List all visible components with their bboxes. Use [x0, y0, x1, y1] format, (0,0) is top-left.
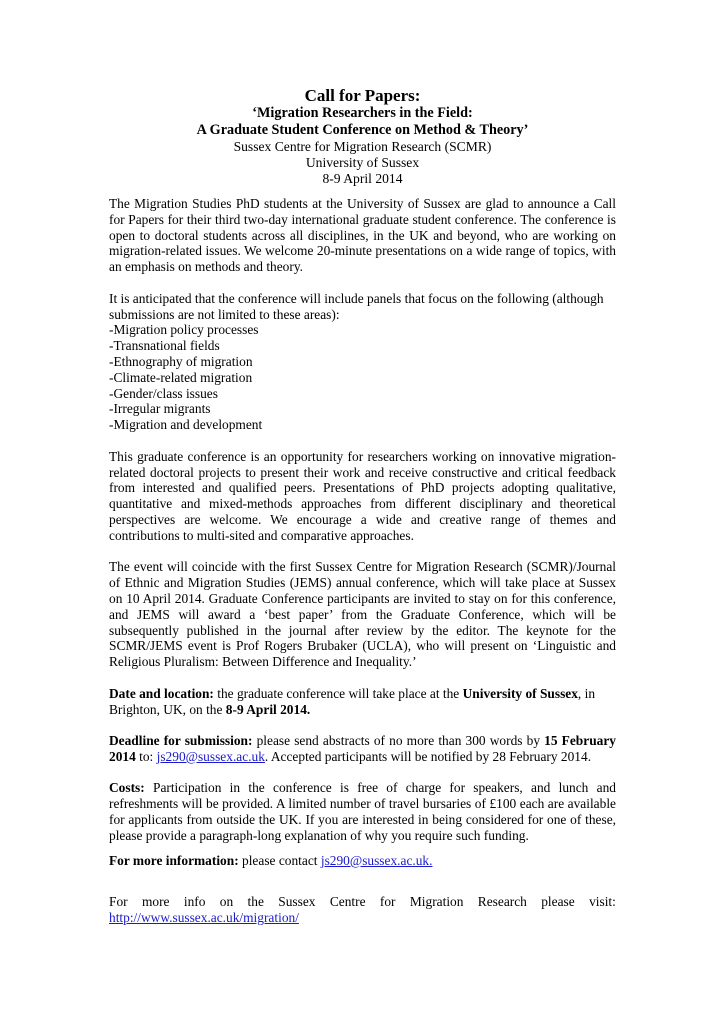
organization: Sussex Centre for Migration Research (SCMR): [233, 139, 492, 154]
footer-word: Migration: [409, 894, 464, 910]
migration-website-link[interactable]: http://www.sussex.ac.uk/migration/: [109, 910, 299, 926]
panel-item: -Transnational fields: [109, 338, 220, 354]
deadline-paragraph: [109, 733, 616, 765]
footer-word: visit:: [589, 894, 616, 910]
footer-word: on: [219, 894, 234, 910]
more-info-label: For more information:: [109, 852, 239, 868]
deadline-text: to:: [135, 748, 157, 764]
panel-item: -Climate-related migration: [109, 369, 253, 385]
footer-url-line: [109, 910, 616, 926]
more-info-paragraph: [109, 853, 616, 869]
panel-item: -Irregular migrants: [109, 401, 211, 417]
panel-item: -Ethnography of migration: [109, 353, 253, 369]
footer-word: the: [247, 894, 264, 910]
footer-word: Centre: [329, 894, 366, 910]
panel-item: -Migration and development: [109, 417, 263, 433]
deadline-date: 15 February 2014: [109, 733, 616, 764]
event-paragraph: The event will coincide with the first Sussex Centre for Migration Research (SCMR)/Journal of Ethnic and Migration Studies (JEMS) annual conference, which will take place at Sussex on 10 April 2014. Graduate Conference participants are invited to stay on for this conference, and JEMS will award a ‘best paper’ from the Graduate Conference, which will be subsequently published in the journal after review by the editor. The keynote for the SCMR/JEMS event is Prof Rogers Brubaker (UCLA), who will present on ‘Linguistic and Religious Pluralism: Between Difference and Inequality.’: [109, 559, 616, 670]
contact-email-link[interactable]: js290@sussex.ac.uk: [156, 748, 265, 764]
footer-word: more: [141, 894, 170, 910]
costs-paragraph: [109, 780, 616, 843]
panel-item: -Gender/class issues: [109, 385, 218, 401]
document-page: [109, 86, 616, 926]
conference-title-line-1: ‘Migration Researchers in the Field:: [252, 105, 473, 121]
date-location-text: the graduate conference will take place at the: [213, 685, 463, 701]
date-location-text: , in Brighton, UK, on the: [109, 685, 596, 717]
deadline-label: Deadline for submission:: [109, 733, 253, 749]
footer-word: please: [541, 894, 575, 910]
more-info-email-link[interactable]: js290@sussex.ac.uk.: [320, 852, 433, 868]
footer-line: [109, 894, 616, 910]
document-header: [109, 86, 616, 187]
costs-label: Costs:: [109, 780, 145, 796]
more-info-text: please contact: [238, 852, 321, 868]
opportunity-paragraph: This graduate conference is an opportunity for researchers working on innovative migration-related doctoral projects to present their work and receive constructive and critical feedback from interested and qualified peers. Presentations of PhD projects adopting qualitative, quantitative and mixed-methods approaches from different disciplinary and theoretical perspectives are welcome. We encourage a wide and creative range of themes and contributions to multi-sited and comparative approaches.: [109, 448, 616, 543]
conference-dates: 8-9 April 2014: [322, 171, 403, 186]
footer-word: info: [183, 894, 206, 910]
panel-list: [109, 322, 616, 433]
footer-word: for: [379, 894, 396, 910]
footer-word: Research: [477, 894, 527, 910]
page-title: Call for Papers:: [304, 86, 421, 105]
deadline-text: please send abstracts of no more than 300 words by: [252, 733, 545, 749]
conference-title-line-2: A Graduate Student Conference on Method & Theory’: [196, 122, 529, 138]
panel-item: -Migration policy processes: [109, 322, 259, 338]
venue-dates: 8-9 April 2014.: [225, 701, 311, 717]
date-location-paragraph: [109, 686, 616, 718]
footer-word: Sussex: [278, 894, 316, 910]
costs-text: Participation in the conference is free of charge for speakers, and lunch and refreshments will be provided. A limited number of travel bursaries of £100 each are available for applicants from outside the UK. If you are interested in being considered for one of these, please provide a paragraph-long explanation of why you require such funding.: [109, 780, 616, 843]
date-location-label: Date and location:: [109, 685, 214, 701]
university: University of Sussex: [305, 155, 420, 170]
venue: University of Sussex: [462, 685, 578, 701]
panels-lead: It is anticipated that the conference will include panels that focus on the following (although submissions are not limited to these areas):: [109, 290, 604, 322]
footer-word: For: [109, 894, 128, 910]
deadline-text: . Accepted participants will be notified by 28 February 2014.: [264, 748, 592, 764]
intro-paragraph: The Migration Studies PhD students at the University of Sussex are glad to announce a Call for Papers for their third two-day international graduate student conference. The conference is open to doctoral students across all disciplines, in the UK and beyond, who are working on migration-related issues. We welcome 20-minute presentations on a wide range of topics, with an emphasis on methods and theory.: [109, 196, 616, 275]
